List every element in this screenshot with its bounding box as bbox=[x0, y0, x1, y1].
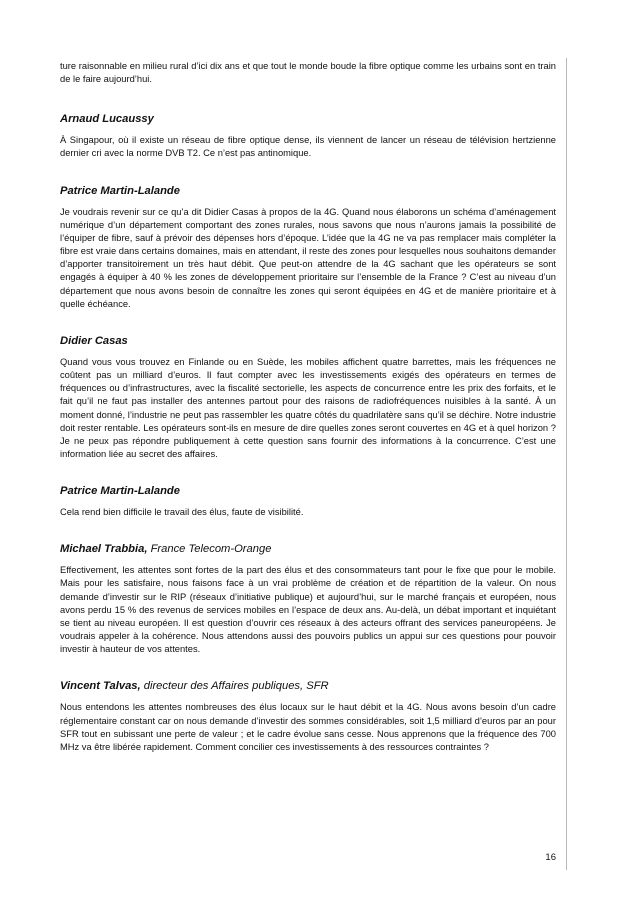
page-number: 16 bbox=[545, 852, 556, 863]
speaker-name: Arnaud Lucaussy bbox=[60, 113, 154, 126]
speaker-section bbox=[60, 184, 556, 311]
speaker-heading bbox=[60, 334, 556, 348]
speaker-section bbox=[60, 112, 556, 160]
speaker-role: directeur des Affaires publiques, SFR bbox=[140, 680, 329, 693]
speaker-section bbox=[60, 542, 556, 656]
speaker-heading bbox=[60, 679, 556, 693]
speaker-name: Michael Trabbia, bbox=[60, 543, 148, 556]
document-page bbox=[60, 60, 556, 777]
margin-rule bbox=[566, 58, 567, 870]
speaker-heading bbox=[60, 484, 556, 498]
speaker-paragraph: À Singapour, où il existe un réseau de fibre optique dense, ils viennent de lancer un réseau de télévision hertzienne dernier cri avec la norme DVB T2. Ce n’est pas antinomique. bbox=[60, 135, 556, 159]
speaker-name: Vincent Talvas, bbox=[60, 680, 141, 693]
speaker-role: France Telecom-Orange bbox=[147, 543, 272, 556]
intro-paragraph: ture raisonnable en milieu rural d’ici dix ans et que tout le monde boude la fibre optique comme les urbains sont en train de le faire aujourd’hui. bbox=[60, 61, 556, 85]
speaker-heading bbox=[60, 112, 556, 126]
speaker-paragraph: Je voudrais revenir sur ce qu’a dit Didier Casas à propos de la 4G. Quand nous élaborons un schéma d’aménagement numérique d’un département comportant des zones rurales, nous savons que nous n’aurons jamais la possibilité de l’équiper de fibre, sauf à prévoir des dépenses hors d’époque. L’idée que la 4G ne va pas remplacer mais compléter la fibre est vraie dans certains domaines, mais en attendant, il reste des zones pour lesquelles nous souhaitons demander d’apporter transitoirement un très haut débit. Que peut-on attendre de la 4G sachant que les opérateurs se sont engagés à équiper à 40 % les zones de développement prioritaire sur l’ensemble de la France ? C’est au niveau d’un département que nous avons besoin de connaître les zones qui seront équipées en 4G et de manière prioritaire et à quelle échéance. bbox=[60, 206, 556, 309]
speaker-name: Patrice Martin-Lalande bbox=[60, 485, 180, 498]
speaker-section bbox=[60, 679, 556, 754]
speaker-name: Patrice Martin-Lalande bbox=[60, 184, 180, 197]
speaker-section bbox=[60, 484, 556, 519]
speaker-paragraph: Cela rend bien difficile le travail des élus, faute de visibilité. bbox=[60, 507, 304, 518]
speaker-name: Didier Casas bbox=[60, 334, 128, 347]
speaker-heading bbox=[60, 184, 556, 198]
speaker-section bbox=[60, 334, 556, 461]
speaker-paragraph: Nous entendons les attentes nombreuses des élus locaux sur le haut débit et la 4G. Nous avons besoin d’un cadre réglementaire constant car on nous demande d’investir des sommes considérables, soit 1,5 milliard d’euros par an pour SFR tout en subissant une perte de valeur ; et le cadre évolue sans cesse. Nous apprenons que la fréquence des 700 MHz va être libérée rapidement. Comment concilier ces investissements à des ressources contraintes ? bbox=[60, 702, 556, 752]
speaker-paragraph: Effectivement, les attentes sont fortes de la part des élus et des consommateurs tant pour le fixe que pour le mobile. Mais pour les satisfaire, nous faisons face à un vrai problème de création et de répartition de la valeur. On nous demande d’investir sur le RIP (réseaux d’initiative publique) et aujourd’hui, sur le marché français et européen, nous avons perdu 15 % des revenus de services mobiles en l’espace de deux ans. Au-delà, un débat important et inquiétant se tient au niveau européen. Il est question d’ouvrir ces réseaux à des acteurs offrant des services paneuropéens. Je voudrais appeler à la cohérence. Nous attendons aussi des pouvoirs publics un appui sur ces questions pour pouvoir investir à hauteur de vos attentes. bbox=[60, 565, 556, 655]
speaker-heading bbox=[60, 542, 556, 556]
speaker-paragraph: Quand vous vous trouvez en Finlande ou en Suède, les mobiles affichent quatre barrettes, mais les fréquences ne coûtent pas un milliard d’euros. Il faut compter avec les investissements exigés des opérateurs en termes de fréquences ou d’infrastructures, avec la fiscalité sectorielle, les aspects de concurrence entre les prix des forfaits, et le fait qu’il ne faut pas installer des antennes partout pour des raisons de radiofréquences nuisibles à la santé. À un moment donné, l’industrie ne peut pas rassembler les quatre côtés du quadrilatère sans qu’il se déchire. Notre industrie doit rester rentable. Les opérateurs sont-ils en mesure de dire quelles zones seront couvertes en 4G et à quel horizon ? Je ne peux pas répondre publiquement à cette question sans fournir des informations à la concurrence. C’est une information liée au secret des affaires. bbox=[60, 356, 556, 459]
